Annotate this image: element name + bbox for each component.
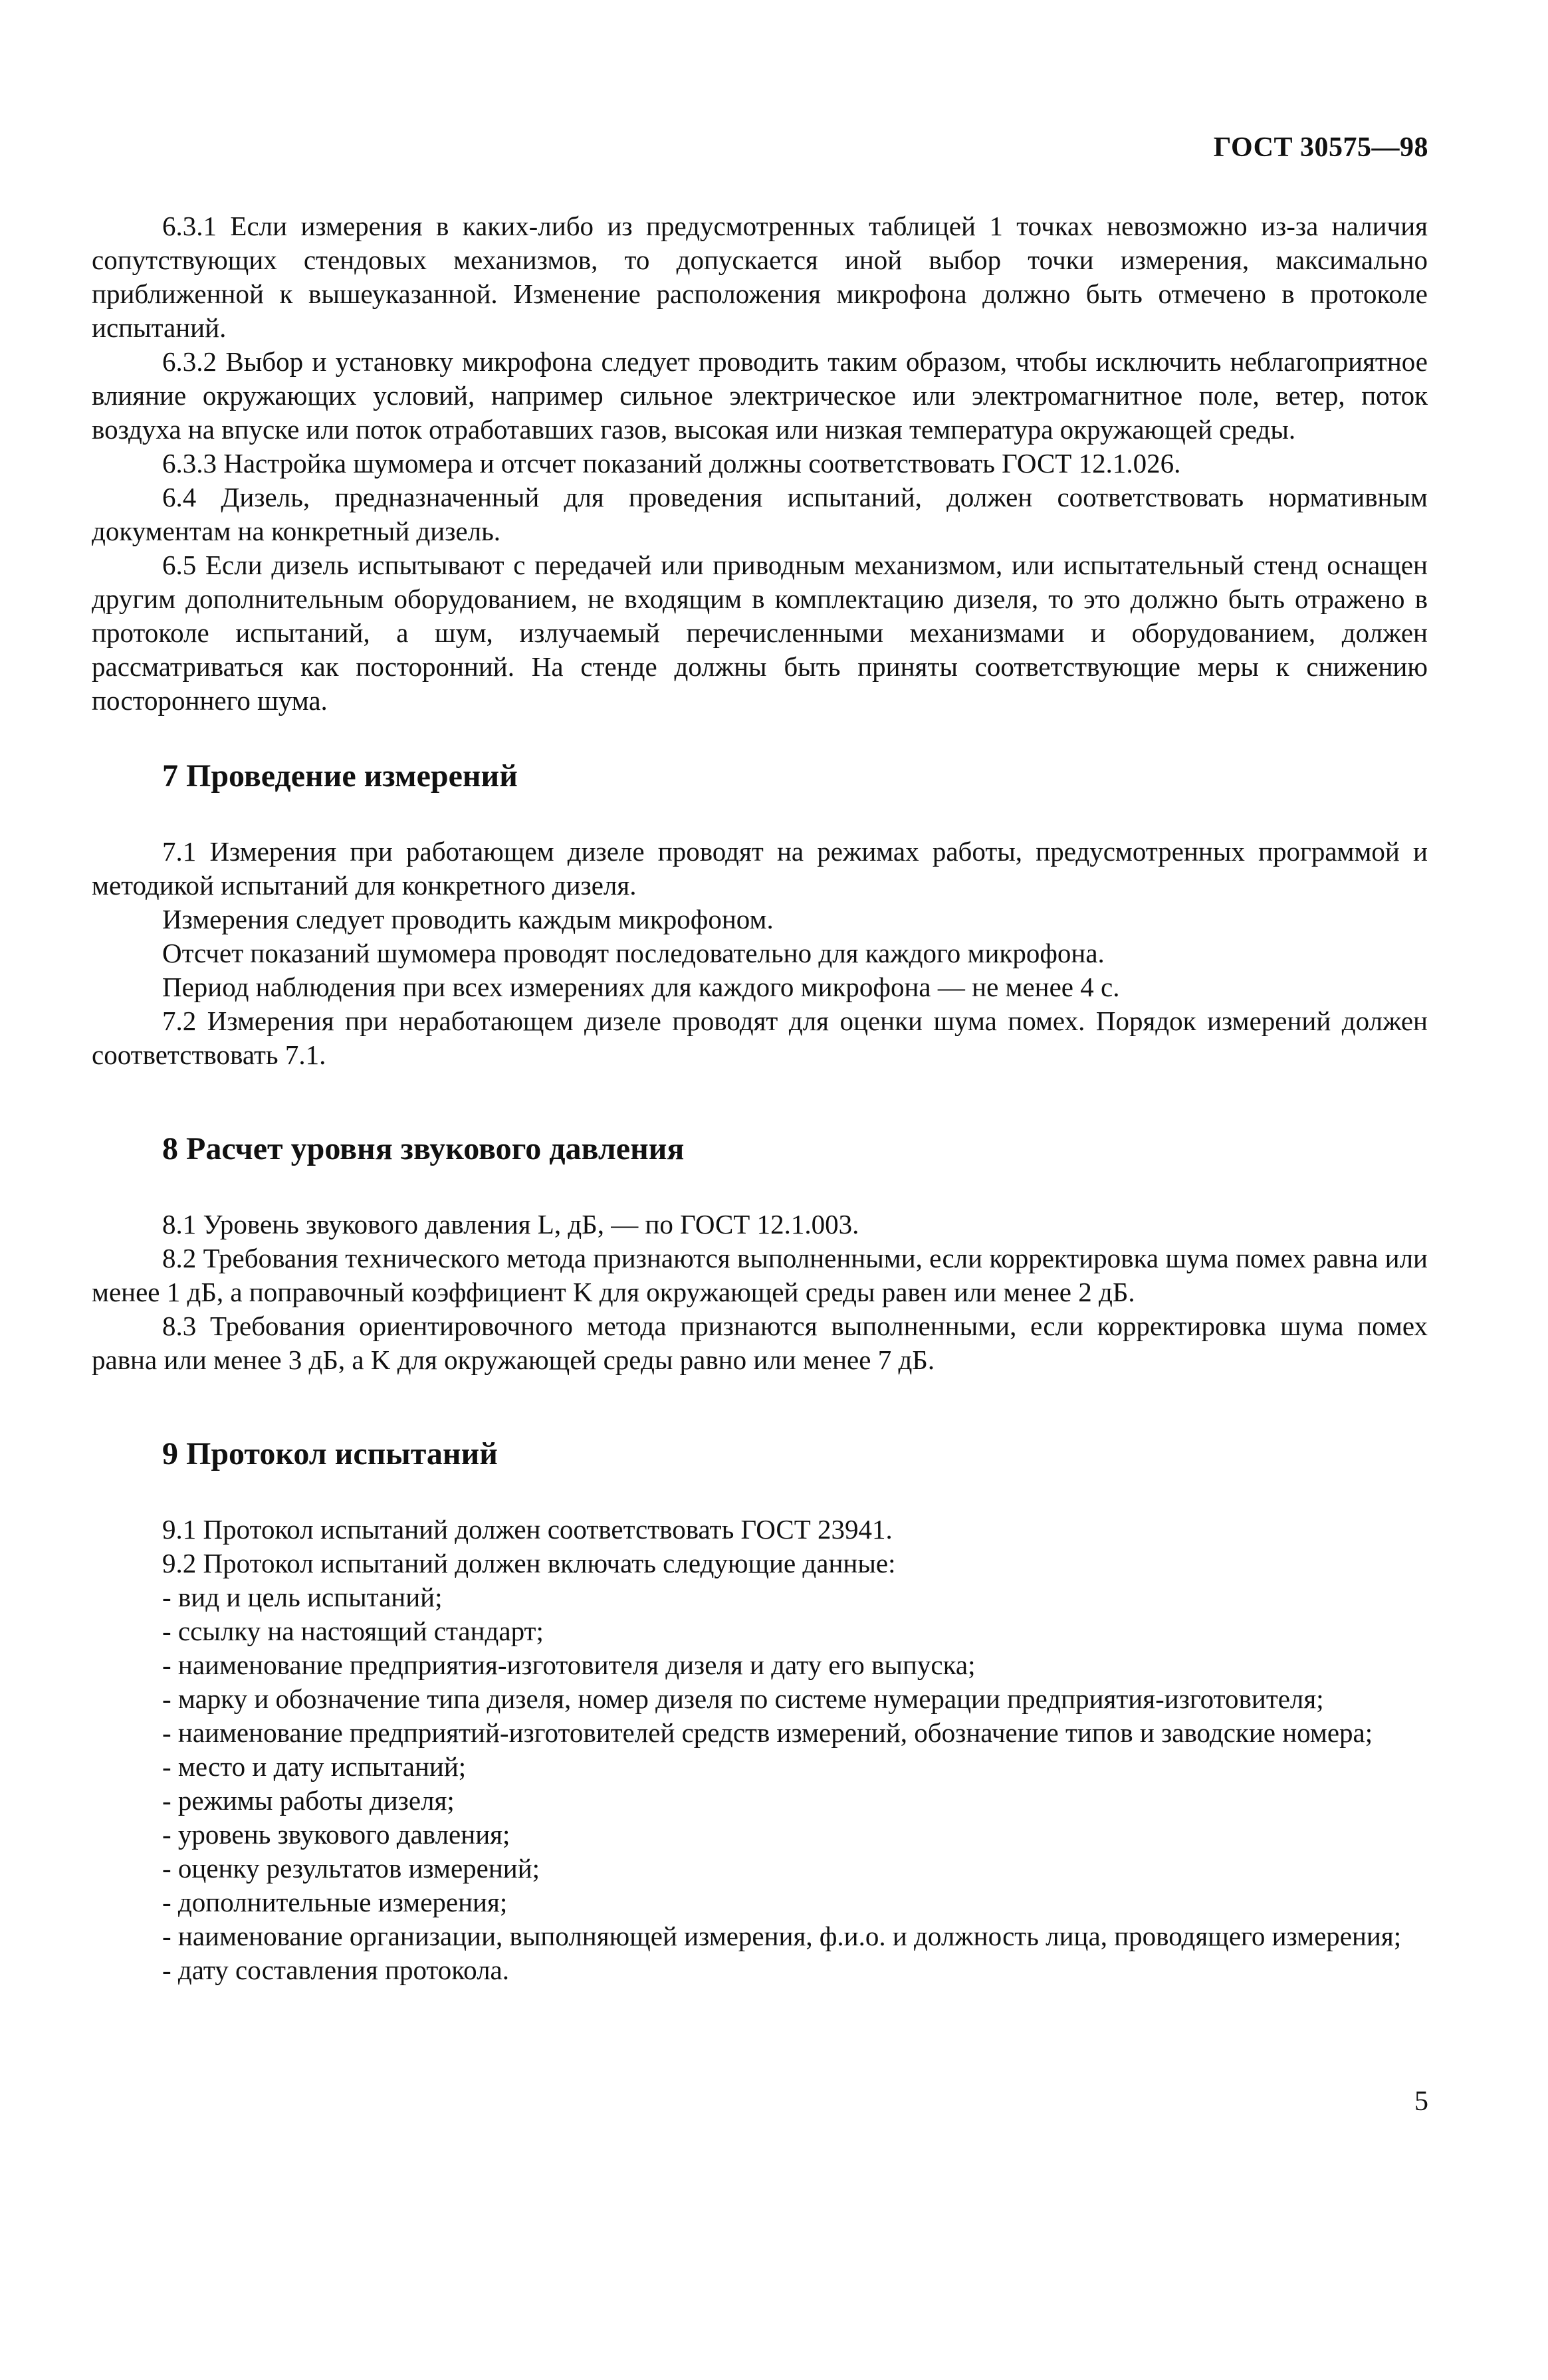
paragraph-9-2: 9.2 Протокол испытаний должен включать следующие данные: — [162, 1548, 896, 1578]
paragraph-8-1: 8.1 Уровень звукового давления L, дБ, — по ГОСТ 12.1.003. — [162, 1209, 859, 1240]
paragraph-6-3-1: 6.3.1 Если измерения в каких-либо из предусмотренных таблицей 1 точках невозможно из-за наличия сопутствующих стендовых механизмов, то допускается иной выбор точки измерения, максимально приближенной к вышеуказанной. Изменение расположения микрофона должно быть отмечено в протоколе испытаний. — [92, 211, 1428, 343]
list-item: - марку и обозначение типа дизеля, номер дизеля по системе нумерации предприятия-изготовителя; — [162, 1683, 1324, 1714]
section-9-heading: 9 Протокол испытаний — [162, 1436, 498, 1471]
section-8-heading: 8 Расчет уровня звукового давления — [162, 1131, 685, 1166]
paragraph-6-4: 6.4 Дизель, предназначенный для проведения испытаний, должен соответствовать нормативным документам на конкретный дизель. — [92, 482, 1428, 546]
list-item: - дату составления протокола. — [162, 1955, 510, 1985]
paragraph-9-1: 9.1 Протокол испытаний должен соответствовать ГОСТ 23941. — [162, 1514, 893, 1545]
paragraph-7-1-c: Отсчет показаний шумомера проводят последовательно для каждого микрофона. — [162, 938, 1105, 968]
document-body — [92, 209, 1428, 1987]
list-item: - уровень звукового давления; — [162, 1819, 510, 1850]
list-item: - режимы работы дизеля; — [162, 1785, 455, 1816]
list-item: - ссылку на настоящий стандарт; — [162, 1616, 544, 1646]
list-item: - наименование предприятий-изготовителей средств измерений, обозначение типов и заводские номера; — [162, 1717, 1373, 1748]
paragraph-7-1-d: Период наблюдения при всех измерениях для каждого микрофона — не менее 4 с. — [162, 972, 1120, 1002]
section-7-heading: 7 Проведение измерений — [162, 758, 518, 794]
paragraph-6-3-3: 6.3.3 Настройка шумомера и отсчет показаний должны соответствовать ГОСТ 12.1.026. — [162, 448, 1181, 479]
document-header: ГОСТ 30575—98 — [1213, 132, 1428, 163]
page-number: 5 — [1414, 2086, 1428, 2117]
list-item: - наименование организации, выполняющей измерения, ф.и.о. и должность лица, проводящего измерения; — [162, 1921, 1402, 1951]
paragraph-7-2: 7.2 Измерения при неработающем дизеле проводят для оценки шума помех. Порядок измерений должен соответствовать 7.1. — [92, 1006, 1428, 1070]
list-item: - дополнительные измерения; — [162, 1887, 508, 1917]
list-item: - место и дату испытаний; — [162, 1751, 467, 1782]
paragraph-6-3-2: 6.3.2 Выбор и установку микрофона следует проводить таким образом, чтобы исключить неблагоприятное влияние окружающих условий, например сильное электрическое или электромагнитное поле, ветер, поток воздуха на впуске или поток отработавших газов, высокая или низкая температура окружающей среды. — [92, 346, 1428, 445]
paragraph-6-5: 6.5 Если дизель испытывают с передачей или приводным механизмом, или испытательный стенд оснащен другим дополнительным оборудованием, не входящим в комплектацию дизеля, то это должно быть отражено в протоколе испытаний, а шум, излучаемый перечисленными механизмами и оборудованием, должен рассматриваться как посторонний. На стенде должны быть приняты соответствующие меры к снижению постороннего шума. — [92, 550, 1428, 716]
list-item: - оценку результатов измерений; — [162, 1853, 540, 1884]
list-item: - наименование предприятия-изготовителя дизеля и дату его выпуска; — [162, 1650, 976, 1680]
paragraph-7-1: 7.1 Измерения при работающем дизеле проводят на режимах работы, предусмотренных программой и методикой испытаний для конкретного дизеля. — [92, 836, 1428, 901]
paragraph-8-3: 8.3 Требования ориентировочного метода признаются выполненными, если корректировка шума помех равна или менее 3 дБ, а K для окружающей среды равно или менее 7 дБ. — [92, 1311, 1428, 1375]
list-item: - вид и цель испытаний; — [162, 1582, 443, 1612]
paragraph-7-1-b: Измерения следует проводить каждым микрофоном. — [162, 904, 774, 934]
paragraph-8-2: 8.2 Требования технического метода признаются выполненными, если корректировка шума помех равна или менее 1 дБ, а поправочный коэффициент K для окружающей среды равен или менее 2 дБ. — [92, 1243, 1428, 1307]
